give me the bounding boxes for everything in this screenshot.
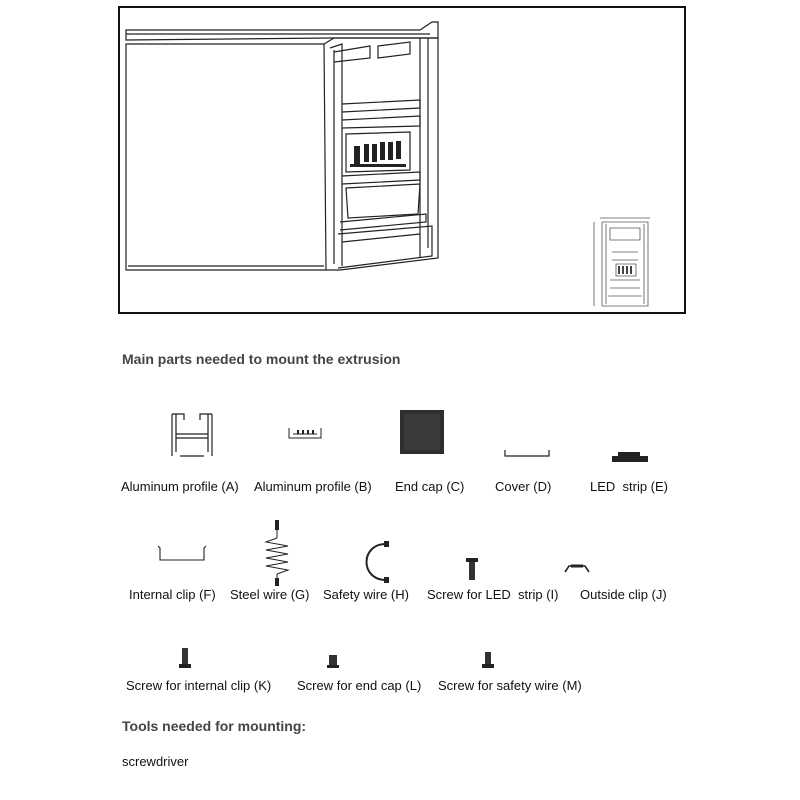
end-cap-icon <box>400 410 444 454</box>
part-label: Screw for safety wire (M) <box>438 678 582 693</box>
part-label: Internal clip (F) <box>129 587 216 602</box>
outside-clip-icon <box>563 562 591 576</box>
part-label: Screw for end cap (L) <box>297 678 422 693</box>
screw-led-strip-icon <box>466 558 478 580</box>
tools-section-title: Tools needed for mounting: <box>122 718 307 734</box>
internal-clip-icon <box>156 544 208 564</box>
part-label: Aluminum profile (A) <box>121 479 239 494</box>
screw-internal-clip-icon <box>179 648 191 668</box>
extrusion-drawing-panel <box>118 6 686 314</box>
safety-wire-icon <box>356 540 390 584</box>
steel-wire-icon <box>262 520 292 586</box>
part-label: Screw for internal clip (K) <box>126 678 272 693</box>
part-label: Aluminum profile (B) <box>254 479 372 494</box>
part-label: LED strip (E) <box>590 479 669 494</box>
screw-end-cap-icon <box>327 655 339 668</box>
cover-icon <box>503 448 551 458</box>
part-label: Outside clip (J) <box>580 587 667 602</box>
cross-section-diagram <box>594 218 650 306</box>
led-strip-icon <box>612 450 648 464</box>
tools-text: screwdriver <box>122 754 189 769</box>
screw-safety-wire-icon <box>482 652 494 668</box>
aluminum-profile-a-icon <box>168 412 216 460</box>
aluminum-profile-b-icon <box>287 426 323 442</box>
part-label: Screw for LED strip (I) <box>427 587 559 602</box>
part-label: Safety wire (H) <box>323 587 409 602</box>
part-label: End cap (C) <box>395 479 465 494</box>
part-label: Cover (D) <box>495 479 552 494</box>
extrusion-3d-drawing <box>120 8 686 314</box>
parts-section-title: Main parts needed to mount the extrusion <box>122 351 401 367</box>
part-label: Steel wire (G) <box>230 587 310 602</box>
